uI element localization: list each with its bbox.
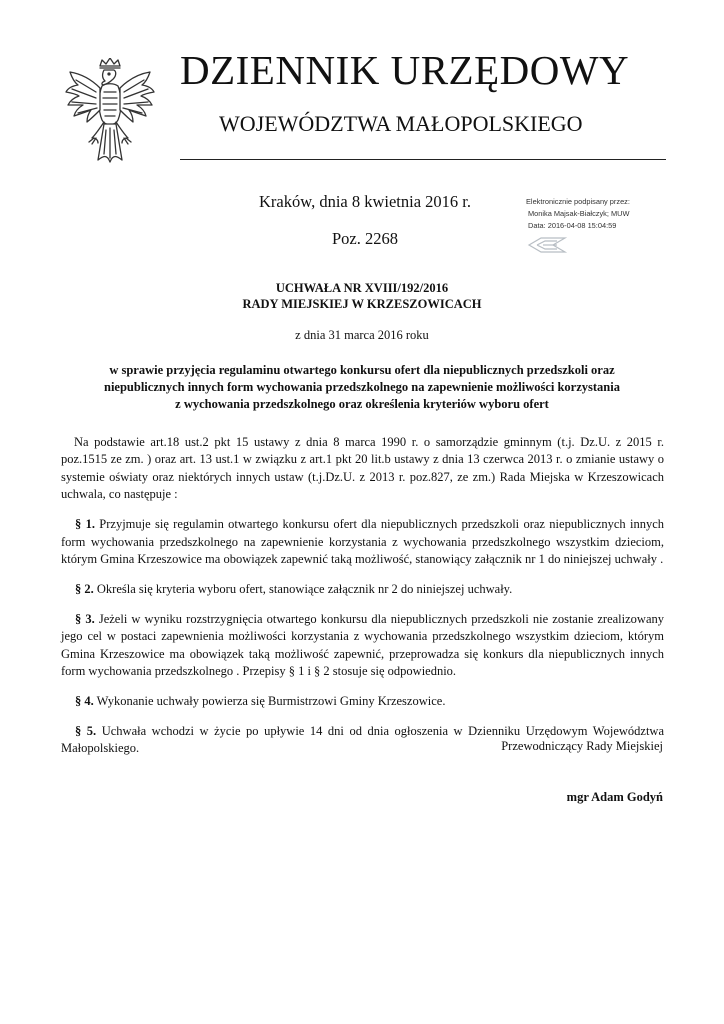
section-mark: § 1.	[75, 517, 95, 532]
resolution-council: RADY MIEJSKIEJ W KRZESZOWICACH	[242, 297, 482, 311]
section-mark: § 2.	[75, 581, 94, 596]
subject-line: niepublicznych innych form wychowania przedszkolnego na zapewnienie możliwości korzystania	[104, 380, 620, 394]
section-text: Przyjmuje się regulamin otwartego konkursu ofert dla niepublicznych przedszkoli oraz niepublicznych innych form wychowania przedszkolnego na zapewnienie korzystania z wychowania przedszkolnego wszystkim dzieciom, którym Gmina Krzeszowice ma obowiązek zapewnić taką możliwość, stanowiący załącznik nr 1 do niniejszej uchwały .	[61, 517, 665, 566]
subject-line: w sprawie przyjęcia regulaminu otwartego konkursu ofert dla niepublicznych przedszkoli oraz	[109, 363, 615, 377]
masthead-subtitle: WOJEWÓDZTWA MAŁOPOLSKIEGO	[219, 111, 583, 136]
section-paragraph	[61, 693, 664, 710]
e-signature-date: Data: 2016-04-08 15:04:59	[528, 221, 617, 230]
masthead-divider	[180, 159, 666, 160]
section-mark: § 4.	[75, 693, 94, 708]
publication-date: Kraków, dnia 8 kwietnia 2016 r.	[258, 192, 471, 211]
polish-eagle-icon	[62, 58, 158, 166]
publication-position: Poz. 2268	[332, 229, 398, 248]
resolution-body	[61, 434, 664, 770]
legal-basis-paragraph: Na podstawie art.18 ust.2 pkt 15 ustawy z dnia 8 marca 1990 r. o samorządzie gminnym (t.j. Dz.U. z 2015 r. poz.1515 ze zm. ) oraz art. 13 ust.1 w związku z art.1 pkt 20 lit.b ustawy z dnia 13 czerwca 2013 r. o zmianie ustawy o systemie oświaty oraz niektórych innych ustaw (t.j.Dz.U. z 2013 r. poz.827, ze zm.) Rada Miejska w Krzeszowicach uchwala, co następuje :	[61, 435, 664, 502]
resolution-number: UCHWAŁA NR XVIII/192/2016	[275, 281, 449, 295]
resolution-date: z dnia 31 marca 2016 roku	[295, 328, 429, 342]
section-text: Jeżeli w wyniku rozstrzygnięcia otwartego konkursu dla niepublicznych przedszkoli nie zostanie zrealizowany jego cel w postaci zapewnienia możliwości korzystania z wychowania przedszkolnego wszystkim dzieciom, którym Gmina Krzeszowice ma obowiązek taką możliwość zapewnić, przeprowadza się konkurs dla niepublicznych innych form wychowania przedszkolnego . Przepisy § 1 i § 2 stosuje się odpowiednio.	[61, 611, 664, 678]
section-text: Uchwała wchodzi w życie po upływie 14 dni od dnia ogłoszenia w Dzienniku Urzędowym Województwa Małopolskiego.	[61, 723, 665, 756]
resolution-subject	[60, 362, 664, 413]
signer-name: mgr Adam Godyń	[566, 790, 663, 804]
section-text: Określa się kryteria wyboru ofert, stanowiące załącznik nr 2 do niniejszej uchwały.	[93, 581, 513, 596]
masthead-title: DZIENNIK URZĘDOWY	[180, 47, 630, 93]
signer-role: Przewodniczący Rady Miejskiej	[501, 739, 663, 753]
e-signature-block	[524, 196, 674, 232]
section-paragraph	[61, 581, 664, 598]
section-mark: § 5.	[75, 723, 97, 738]
resolution-heading	[0, 280, 724, 312]
e-signature-signer: Monika Majsak-Białczyk; MUW	[528, 209, 630, 218]
section-paragraph	[61, 611, 664, 681]
section-mark: § 3.	[75, 611, 95, 626]
signature-stamp-icon	[527, 236, 567, 254]
section-text: Wykonanie uchwały powierza się Burmistrzowi Gminy Krzeszowice.	[93, 693, 446, 708]
e-signature-label: Elektronicznie podpisany przez:	[526, 197, 630, 206]
subject-line: z wychowania przedszkolnego oraz określenia kryteriów wyboru ofert	[175, 397, 549, 411]
section-paragraph	[61, 516, 664, 568]
